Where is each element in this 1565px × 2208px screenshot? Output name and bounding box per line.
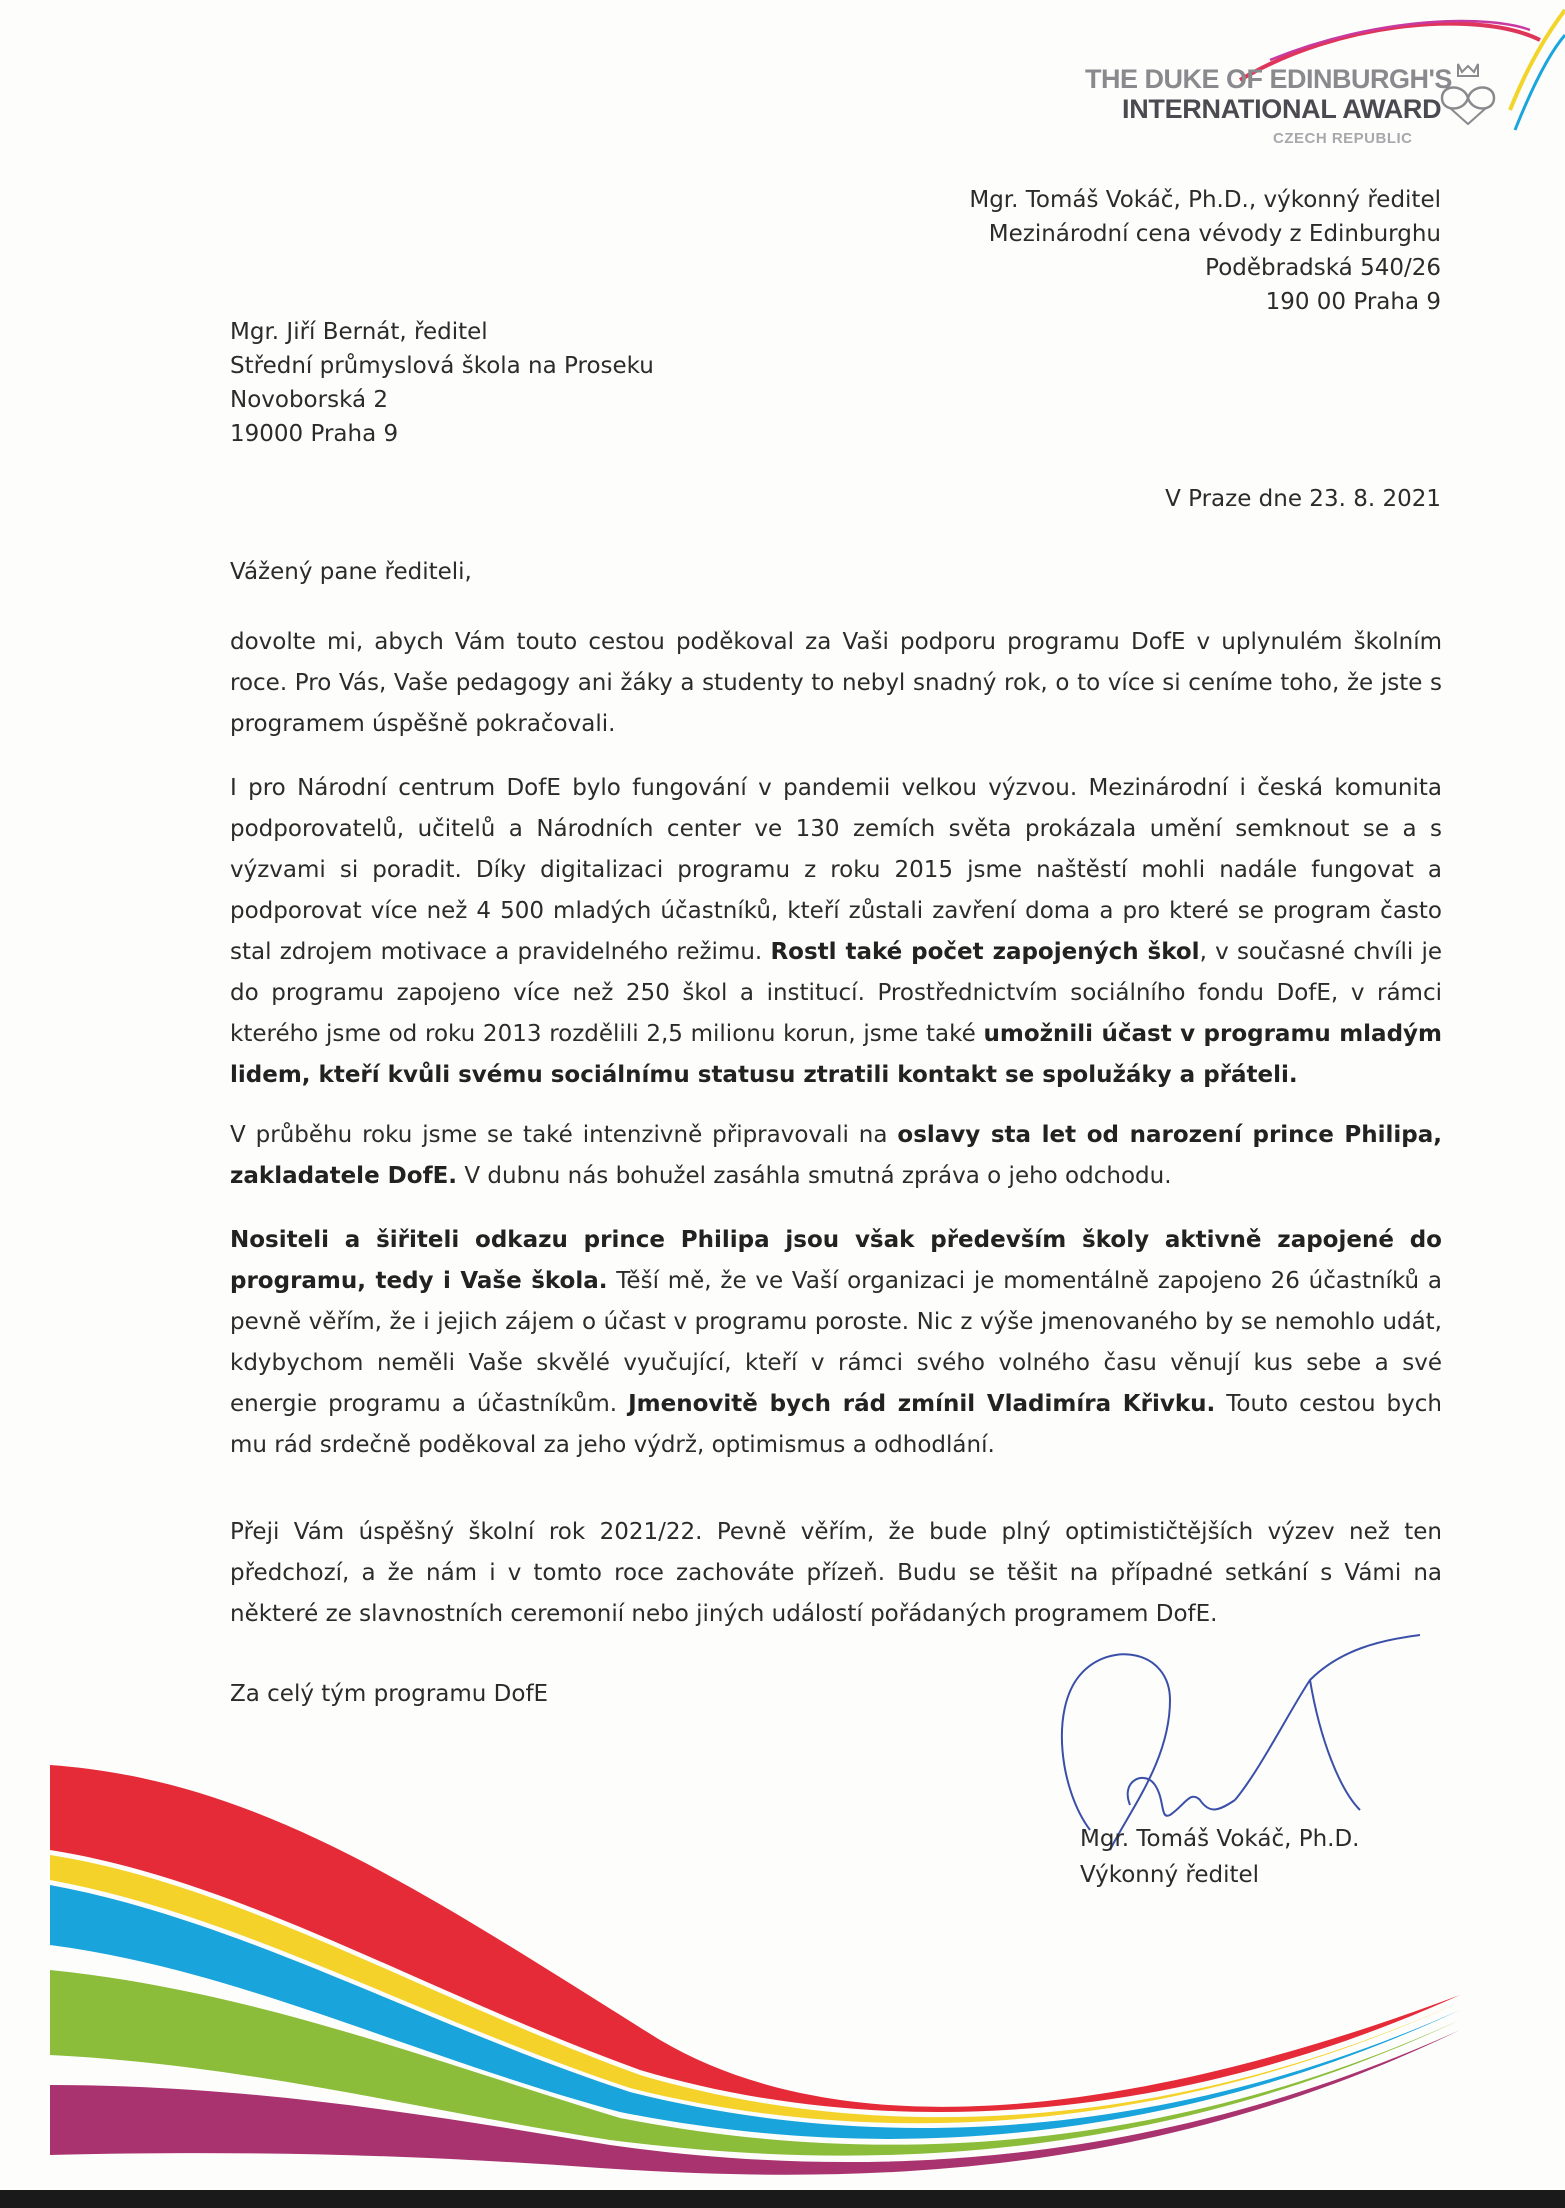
sender-line: 190 00 Praha 9 [1265,289,1441,315]
body-paragraph-2 [230,768,1442,1096]
paragraph-text: V dubnu nás bohužel zasáhla smutná zpráva o jeho odchodu. [457,1163,1172,1189]
emphasized-text: umožnili účast v programu mladým lidem, kteří kvůli svému sociálnímu statusu ztratili kontakt se spolužáky a přáteli. [230,1021,1442,1088]
paragraph-text: Touto cestou bych mu rád srdečně poděkoval za jeho výdrž, optimismus a odhodlání. [230,1391,1442,1458]
scan-bottom-edge [0,2190,1565,2208]
recipient-line: 19000 Praha 9 [230,421,399,447]
recipient-address [230,315,654,451]
body-paragraph-3 [230,1115,1442,1197]
logo-line-3: CZECH REPUBLIC [1273,130,1413,147]
recipient-line: Novoborská 2 [230,387,389,413]
paragraph-text: I pro Národní centrum DofE bylo fungování v pandemii velkou výzvou. Mezinárodní i česká komunita podporovatelů, učitelů a Národních center ve 130 zemích světa prokázala umění semknout se a s výzvami si poradit. Díky digitalizaci programu z roku 2015 jsme naštěstí mohli nadále fungovat a podporovat více než 4 500 mladých účastníků, kteří zůstali zavření doma a pro které se program často stal zdrojem motivace a pravidelného režimu. [230,775,1442,965]
emphasized-text: Jmenovitě bych rád zmínil Vladimíra Křivku. [628,1391,1216,1417]
salutation: Vážený pane řediteli, [230,559,472,585]
award-logo [1080,58,1530,158]
sender-line: Poděbradská 540/26 [1205,255,1441,281]
emphasized-text: oslavy sta let od narození prince Philipa, zakladatele DofE. [230,1122,1442,1189]
recipient-line: Střední průmyslová škola na Proseku [230,353,654,379]
body-paragraph-1 [230,622,1442,745]
body-paragraph-4 [230,1220,1442,1466]
signer-title: Výkonný ředitel [1080,1862,1260,1888]
logo-line-1: THE DUKE OF EDINBURGH'S [1085,64,1452,94]
paragraph-text: dovolte mi, abych Vám touto cestou poděkoval za Vaši podporu programu DofE v uplynulém školním roce. Pro Vás, Vaše pedagogy ani žáky a studenty to nebyl snadný rok, o to více si ceníme toho, že jste s programem úspěšně pokračovali. [230,629,1442,737]
sender-line: Mgr. Tomáš Vokáč, Ph.D., výkonný ředitel [969,187,1441,213]
sender-line: Mezinárodní cena vévody z Edinburghu [988,221,1441,247]
paragraph-text: Těší mě, že ve Vaší organizaci je momentálně zapojeno 26 účastníků a pevně věřím, že i jejich zájem o účast v programu poroste. Nic z výše jmenovaného by se nemohlo udát, kdybychom neměli Vaše skvělé vyučující, kteří v rámci svého volného času věnují kus sebe a své energie programu a účastníkům. [230,1268,1442,1417]
paragraph-text: Přeji Vám úspěšný školní rok 2021/22. Pevně věřím, že bude plný optimističtějších výzev než ten předchozí, a že nám i v tomto roce zachováte přízeň. Budu se těšit na případné setkání s Vámi na některé ze slavnostních ceremonií nebo jiných událostí pořádaných programem DofE. [230,1519,1442,1627]
body-paragraph-5 [230,1512,1442,1635]
crown-cipher-icon [1428,58,1508,128]
emphasized-text: Nositeli a šiřiteli odkazu prince Philipa jsou však především školy aktivně zapojené do programu, tedy i Vaše škola. [230,1227,1442,1294]
closing-line: Za celý tým programu DofE [230,1681,549,1707]
paragraph-text: V průběhu roku jsme se také intenzivně připravovali na [230,1122,898,1148]
recipient-line: Mgr. Jiří Bernát, ředitel [230,319,488,345]
logo-line-2: INTERNATIONAL AWARD [1122,94,1442,124]
sender-address [969,183,1441,319]
paragraph-text: , v současné chvíli je do programu zapojeno více než 250 škol a institucí. Prostřednictvím sociálního fondu DofE, v rámci kterého jsme od roku 2013 rozdělili 2,5 milionu korun, jsme také [230,939,1443,1047]
letter-date: V Praze dne 23. 8. 2021 [1165,486,1441,512]
signer-name: Mgr. Tomáš Vokáč, Ph.D. [1080,1826,1360,1852]
emphasized-text: Rostl také počet zapojených škol [770,939,1200,965]
signer-block [1080,1821,1360,1893]
